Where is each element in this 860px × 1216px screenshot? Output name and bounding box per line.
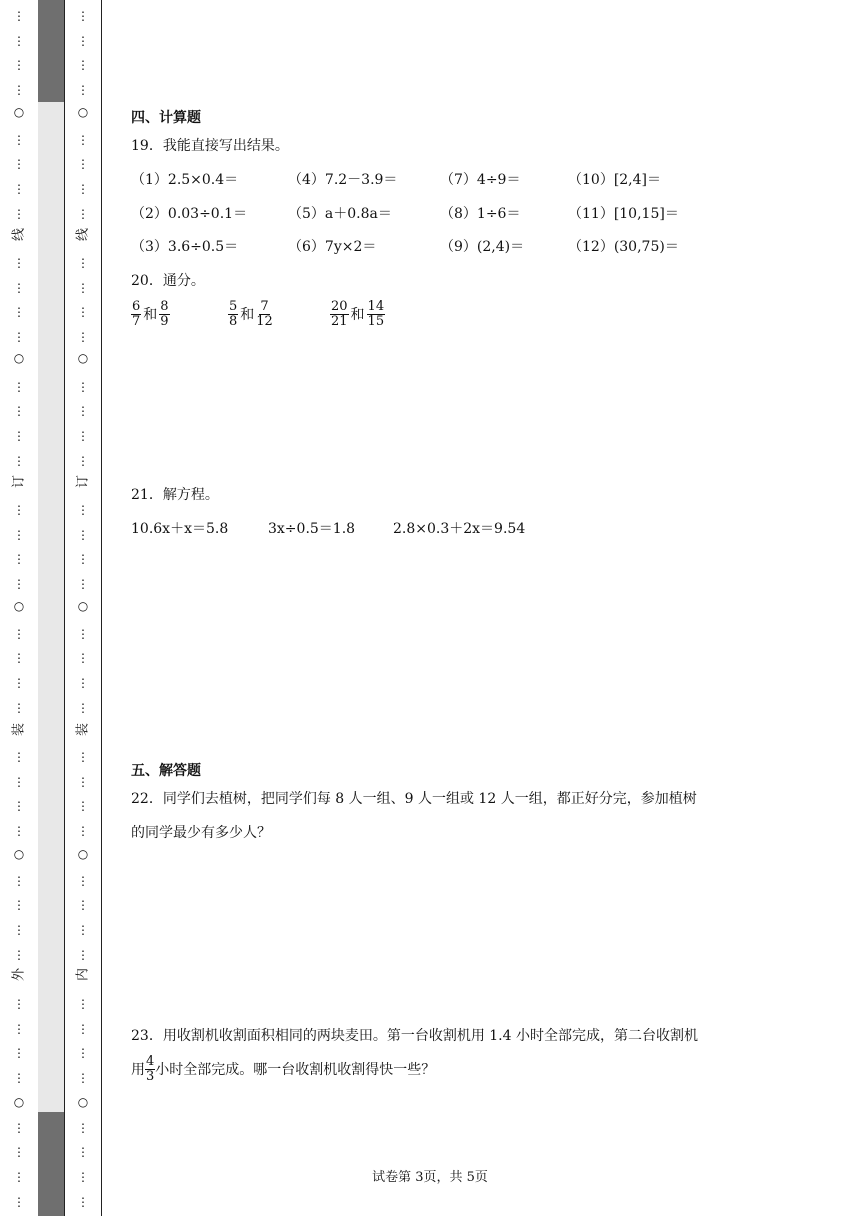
- outer-dot-separator: ⋮: [13, 181, 25, 196]
- inner-dot-separator: ⋮: [77, 997, 89, 1011]
- inner-dot-separator: ⋮: [77, 181, 89, 196]
- fraction-numerator: 5: [229, 299, 238, 314]
- inner-dot-separator: ⋮: [77, 750, 89, 764]
- outer-dot-separator: ⋮: [13, 750, 25, 764]
- outer-dot-separator: ⋮: [13, 9, 25, 23]
- inner-dot-separator: ⋮: [77, 552, 89, 567]
- outer-dot-separator: ⋮: [13, 1021, 25, 1036]
- q19-item: （8）1÷6＝: [440, 206, 521, 222]
- inner-dot-separator: ⋮: [77, 280, 89, 295]
- outer-dot-separator: ⋮: [13, 898, 25, 913]
- q20-pair: [228, 300, 273, 328]
- outer-dot-separator: ⋮: [13, 824, 25, 839]
- q22-line1: 22．同学们去植树，把同学们每 8 人一组、9 人一组或 12 人一组，都正好分完，参加植树: [131, 791, 697, 807]
- outer-circle-mark: ○: [13, 599, 25, 613]
- section-title-calc: 四、计算题: [131, 110, 201, 126]
- inner-dot-separator: ⋮: [77, 83, 89, 98]
- fraction: [330, 300, 349, 328]
- inner-dot-separator: ⋮: [77, 1194, 89, 1209]
- outer-dot-separator: ⋮: [13, 428, 25, 443]
- outer-dot-separator: ⋮: [13, 997, 25, 1011]
- outer-circle-mark: ○: [13, 1095, 25, 1109]
- outer-dot-separator: ⋮: [13, 1046, 25, 1061]
- outer-dot-separator: ⋮: [13, 700, 25, 715]
- inner-dot-separator: ⋮: [77, 675, 89, 690]
- fraction: [367, 300, 386, 328]
- q20-joiner: 和: [240, 307, 255, 324]
- q19-item: （5）a＋0.8a＝: [288, 206, 392, 222]
- inner-dot-separator: ⋮: [77, 651, 89, 666]
- inner-dot-separator: ⋮: [77, 626, 89, 641]
- outer-dot-separator: ⋮: [13, 503, 25, 517]
- inner-dot-separator: ⋮: [77, 947, 89, 962]
- fraction-numerator: 20: [331, 299, 348, 314]
- q20-prompt: 20．通分。: [131, 273, 205, 289]
- fraction-numerator: 7: [260, 299, 269, 314]
- outer-dot-separator: ⋮: [13, 552, 25, 567]
- q23-frac-num: 4: [146, 1054, 155, 1069]
- outer-dot-separator: ⋮: [13, 799, 25, 814]
- fraction-denominator: 7: [132, 313, 141, 329]
- fraction: [228, 300, 238, 328]
- q22-line2: 的同学最少有多少人？: [131, 825, 271, 841]
- fraction-numerator: 6: [132, 299, 141, 314]
- q23-yong: 用: [131, 1062, 145, 1079]
- inner-dot-separator: ⋮: [77, 305, 89, 320]
- inner-circle-mark: ○: [77, 351, 89, 365]
- q19-prompt: 19．我能直接写出结果。: [131, 138, 289, 154]
- q19-item: （1）2.5×0.4＝: [131, 172, 239, 188]
- outer-dot-separator: ⋮: [13, 83, 25, 98]
- band-dark-bottom: [38, 1112, 64, 1216]
- outer-dot-separator: ⋮: [13, 1194, 25, 1209]
- fraction-denominator: 8: [229, 313, 238, 329]
- outer-label: 装: [11, 723, 27, 737]
- outer-dot-separator: ⋮: [13, 453, 25, 468]
- fraction: [256, 300, 273, 328]
- inner-dot-separator: ⋮: [77, 206, 89, 221]
- q20-joiner: 和: [143, 307, 158, 324]
- q21-eq-3: 2.8×0.3＋2x＝9.54: [393, 521, 526, 537]
- outer-dot-separator: ⋮: [13, 1169, 25, 1184]
- outer-dot-separator: ⋮: [13, 1145, 25, 1160]
- q23-frac-den: 3: [146, 1068, 155, 1084]
- inner-circle-mark: ○: [77, 599, 89, 613]
- outer-dot-separator: ⋮: [13, 922, 25, 937]
- outer-dot-separator: ⋮: [13, 33, 25, 48]
- outer-dot-separator: ⋮: [13, 157, 25, 172]
- outer-binding-margin: [0, 0, 39, 1216]
- inner-dot-separator: ⋮: [77, 379, 89, 394]
- fraction: [131, 300, 141, 328]
- outer-dot-separator: ⋮: [13, 132, 25, 147]
- outer-dot-separator: ⋮: [13, 577, 25, 592]
- outer-dot-separator: ⋮: [13, 651, 25, 666]
- q19-item: （3）3.6÷0.5＝: [131, 239, 239, 255]
- outer-label: 订: [11, 475, 27, 489]
- inner-dot-separator: ⋮: [77, 453, 89, 468]
- q19-item: （7）4÷9＝: [440, 172, 521, 188]
- inner-dot-separator: ⋮: [77, 428, 89, 443]
- inner-dot-separator: ⋮: [77, 256, 89, 270]
- inner-dot-separator: ⋮: [77, 824, 89, 839]
- inner-dot-separator: ⋮: [77, 700, 89, 715]
- q19-item: （6）7y×2＝: [288, 239, 377, 255]
- inner-dot-separator: ⋮: [77, 33, 89, 48]
- outer-dot-separator: ⋮: [13, 626, 25, 641]
- outer-dot-separator: ⋮: [13, 206, 25, 221]
- outer-circle-mark: ○: [13, 351, 25, 365]
- outer-dot-separator: ⋮: [13, 873, 25, 888]
- fraction-numerator: 14: [367, 299, 385, 314]
- q19-item: （4）7.2－3.9＝: [288, 172, 398, 188]
- outer-dot-separator: ⋮: [13, 774, 25, 789]
- q20-pair: [131, 300, 170, 328]
- inner-dot-separator: ⋮: [77, 527, 89, 542]
- inner-dot-separator: ⋮: [77, 922, 89, 937]
- q23-line1: 23．用收割机收割面积相同的两块麦田。第一台收割机用 1.4 小时全部完成，第二台收割机: [131, 1028, 698, 1044]
- page-footer: 试卷第 3页，共 5页: [372, 1170, 488, 1185]
- fraction-denominator: 21: [331, 313, 348, 329]
- section-title-answer: 五、解答题: [131, 763, 201, 779]
- outer-dot-separator: ⋮: [13, 404, 25, 419]
- inner-circle-mark: ○: [77, 847, 89, 861]
- inner-dot-separator: ⋮: [77, 1120, 89, 1135]
- q23-rest: 小时全部完成。哪一台收割机收割得快一些？: [155, 1062, 436, 1079]
- q19-item: （2）0.03÷0.1＝: [131, 206, 248, 222]
- fraction: [159, 300, 169, 328]
- inner-dot-separator: ⋮: [77, 1169, 89, 1184]
- outer-label: 外: [11, 968, 27, 982]
- q21-eq-2: 3x÷0.5＝1.8: [268, 521, 356, 537]
- outer-dot-separator: ⋮: [13, 675, 25, 690]
- outer-circle-mark: ○: [13, 105, 25, 119]
- inner-dot-separator: ⋮: [77, 1021, 89, 1036]
- inner-dot-separator: ⋮: [77, 577, 89, 592]
- outer-dot-separator: ⋮: [13, 330, 25, 345]
- outer-dot-separator: ⋮: [13, 58, 25, 73]
- q19-item: （12）(30,75)＝: [568, 239, 679, 255]
- outer-dot-separator: ⋮: [13, 1120, 25, 1135]
- outer-dot-separator: ⋮: [13, 280, 25, 295]
- inner-dot-separator: ⋮: [77, 1046, 89, 1061]
- q19-item: （11）[10,15]＝: [568, 206, 679, 222]
- binding-band: [38, 0, 64, 1216]
- q21-eq-1: 10.6x＋x＝5.8: [131, 521, 229, 537]
- fraction-denominator: 9: [160, 313, 169, 329]
- fraction-denominator: 12: [256, 313, 273, 329]
- inner-dot-separator: ⋮: [77, 503, 89, 517]
- outer-label: 线: [11, 228, 27, 242]
- q20-joiner: 和: [350, 307, 365, 324]
- inner-circle-mark: ○: [77, 105, 89, 119]
- q20-pair: [330, 300, 385, 328]
- inner-label: 线: [75, 228, 91, 242]
- inner-circle-mark: ○: [77, 1095, 89, 1109]
- inner-dot-separator: ⋮: [77, 898, 89, 913]
- inner-dot-separator: ⋮: [77, 873, 89, 888]
- q23-line2: [131, 1055, 435, 1083]
- inner-dot-separator: ⋮: [77, 9, 89, 23]
- outer-dot-separator: ⋮: [13, 305, 25, 320]
- outer-dot-separator: ⋮: [13, 947, 25, 962]
- inner-label: 内: [75, 968, 91, 982]
- fraction-numerator: 8: [160, 299, 169, 314]
- outer-dot-separator: ⋮: [13, 527, 25, 542]
- band-dark-top: [38, 0, 64, 102]
- outer-dot-separator: ⋮: [13, 379, 25, 394]
- fraction-denominator: 15: [367, 313, 385, 329]
- inner-dot-separator: ⋮: [77, 330, 89, 345]
- inner-dot-separator: ⋮: [77, 774, 89, 789]
- outer-dot-separator: ⋮: [13, 1071, 25, 1086]
- outer-circle-mark: ○: [13, 847, 25, 861]
- inner-dot-separator: ⋮: [77, 799, 89, 814]
- inner-dot-separator: ⋮: [77, 1145, 89, 1160]
- inner-dot-separator: ⋮: [77, 132, 89, 147]
- inner-binding-margin: [64, 0, 102, 1216]
- outer-dot-separator: ⋮: [13, 256, 25, 270]
- q21-prompt: 21．解方程。: [131, 487, 219, 503]
- q23-fraction: [145, 1055, 155, 1083]
- q19-item: （10）[2,4]＝: [568, 172, 662, 188]
- inner-dot-separator: ⋮: [77, 1071, 89, 1086]
- inner-dot-separator: ⋮: [77, 404, 89, 419]
- inner-dot-separator: ⋮: [77, 157, 89, 172]
- inner-dot-separator: ⋮: [77, 58, 89, 73]
- q19-item: （9）(2,4)＝: [440, 239, 525, 255]
- inner-label: 装: [75, 723, 91, 737]
- inner-label: 订: [75, 475, 91, 489]
